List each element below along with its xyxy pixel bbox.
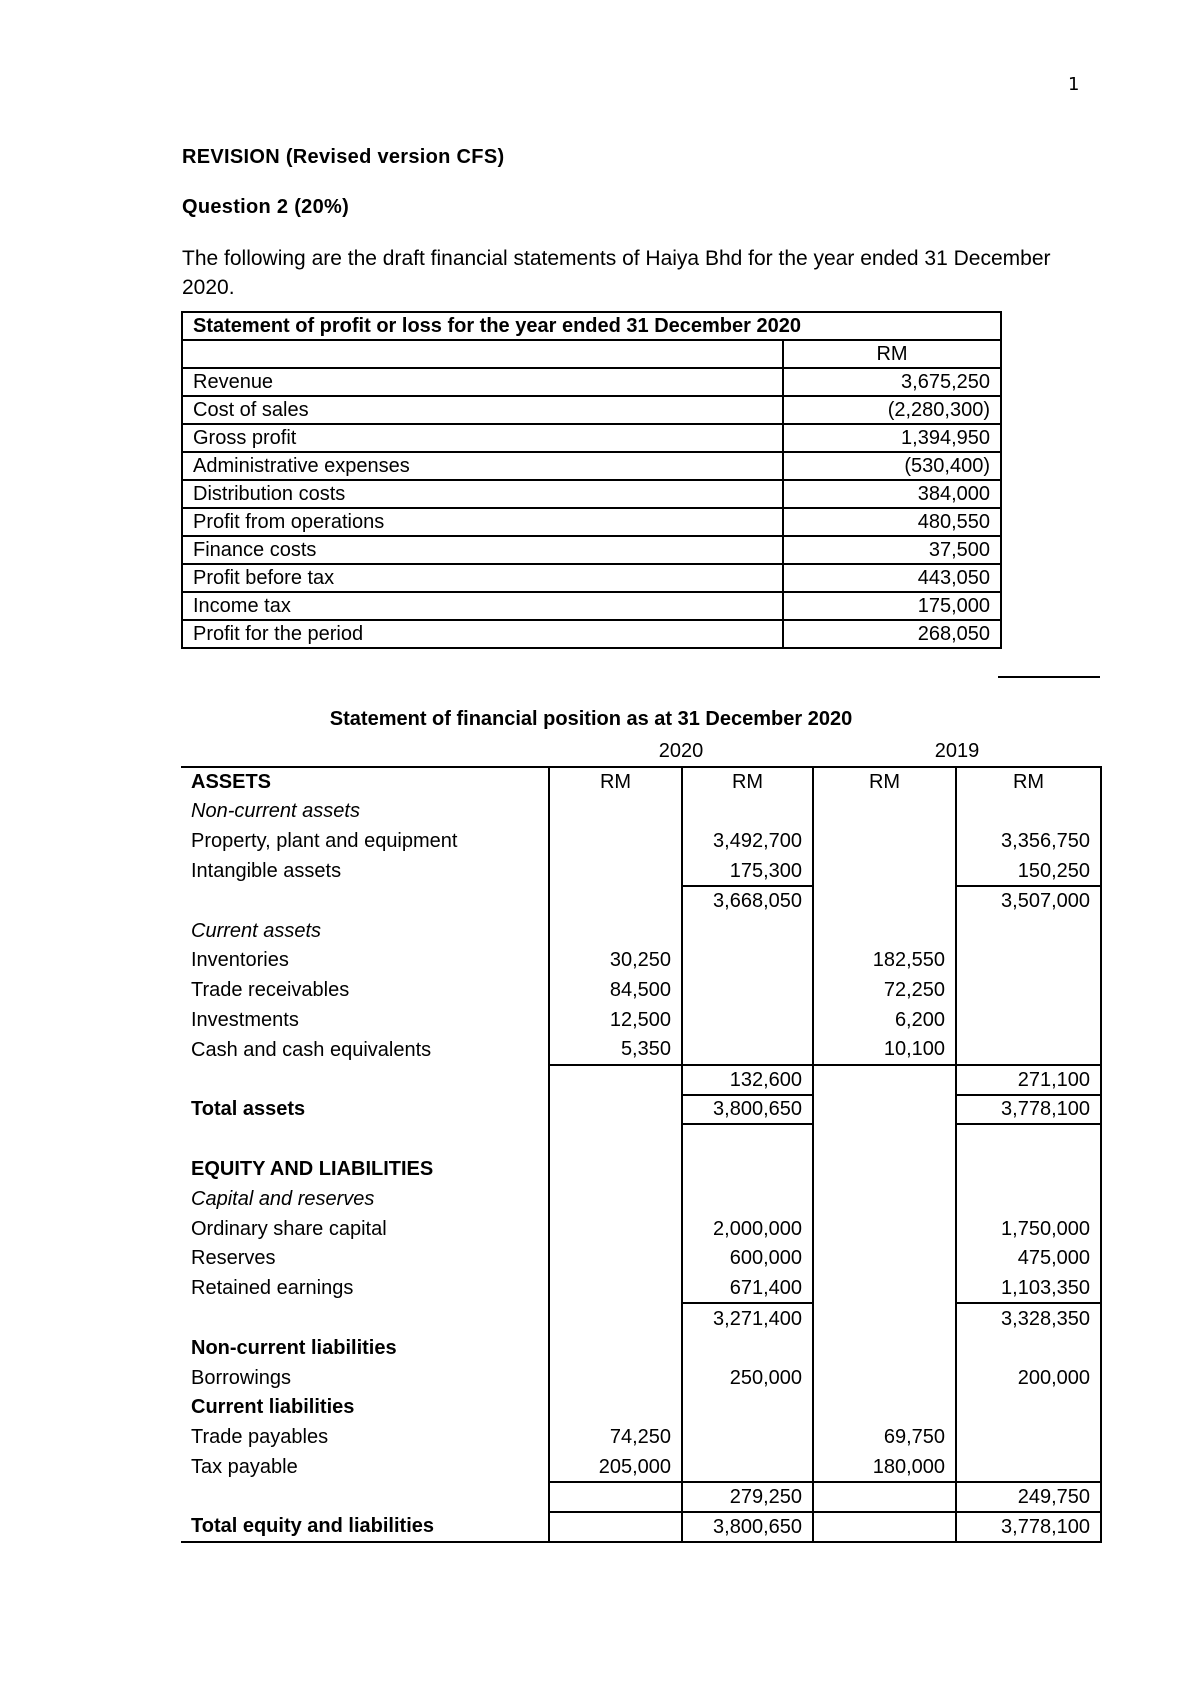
row-value: 37,500 xyxy=(783,536,1001,564)
row-label: Total equity and liabilities xyxy=(181,1512,549,1542)
row-value xyxy=(549,1065,682,1095)
table-row xyxy=(181,916,1101,946)
row-value: 250,000 xyxy=(682,1363,813,1393)
row-value: 384,000 xyxy=(783,480,1001,508)
row-value: 3,800,650 xyxy=(682,1512,813,1542)
row-label: Non-current liabilities xyxy=(191,1336,397,1359)
row-value xyxy=(549,1154,682,1184)
table-row xyxy=(182,480,1001,508)
table-row xyxy=(182,592,1001,620)
table-row xyxy=(181,1154,1101,1184)
row-label: Reserves xyxy=(191,1247,276,1270)
table-cell xyxy=(181,737,549,767)
row-label: Profit from operations xyxy=(182,508,783,536)
currency-header: RM xyxy=(682,767,813,797)
row-value xyxy=(813,1124,956,1154)
table-row xyxy=(181,1333,1101,1363)
row-value xyxy=(813,1273,956,1303)
table-row xyxy=(181,1303,1101,1333)
table-row xyxy=(182,564,1001,592)
row-value xyxy=(549,1095,682,1125)
profit-loss-table xyxy=(181,311,1002,649)
row-label: Retained earnings xyxy=(191,1277,354,1300)
question-heading: Question 2 (20%) xyxy=(182,196,350,218)
row-label: Distribution costs xyxy=(182,480,783,508)
row-value: 3,356,750 xyxy=(956,826,1101,856)
row-value: 6,200 xyxy=(813,1005,956,1035)
row-value: 1,750,000 xyxy=(956,1214,1101,1244)
currency-header: RM xyxy=(783,340,1001,368)
table-row xyxy=(181,1452,1101,1482)
row-value xyxy=(682,1035,813,1065)
row-value: 3,778,100 xyxy=(956,1095,1101,1125)
row-value xyxy=(956,1005,1101,1035)
row-label xyxy=(181,1303,549,1333)
row-label: Income tax xyxy=(182,592,783,620)
row-value: 3,668,050 xyxy=(682,886,813,916)
table-row xyxy=(181,1244,1101,1274)
row-value xyxy=(956,946,1101,976)
intro-paragraph: The following are the draft financial statements of Haiya Bhd for the year ended 31 December 2020. xyxy=(182,247,1051,299)
table-row xyxy=(181,1065,1101,1095)
row-value xyxy=(682,946,813,976)
section-heading: ASSETS xyxy=(181,767,549,797)
table-row xyxy=(181,1393,1101,1423)
row-value: 249,750 xyxy=(956,1482,1101,1512)
row-value xyxy=(813,1244,956,1274)
row-value: 480,550 xyxy=(783,508,1001,536)
row-value xyxy=(682,797,813,827)
row-value xyxy=(813,1393,956,1423)
row-value xyxy=(813,1512,956,1542)
row-label xyxy=(181,886,549,916)
row-label xyxy=(181,1065,549,1095)
row-value xyxy=(813,1095,956,1125)
table-row xyxy=(181,886,1101,916)
row-value xyxy=(682,1393,813,1423)
row-value: 5,350 xyxy=(549,1035,682,1065)
row-label: Finance costs xyxy=(182,536,783,564)
row-value: 1,103,350 xyxy=(956,1273,1101,1303)
row-value: 268,050 xyxy=(783,620,1001,648)
row-value: 69,750 xyxy=(813,1422,956,1452)
table-row xyxy=(181,1005,1101,1035)
row-value xyxy=(813,1482,956,1512)
row-value xyxy=(549,1273,682,1303)
currency-header: RM xyxy=(549,767,682,797)
row-value xyxy=(813,1154,956,1184)
row-value xyxy=(682,1333,813,1363)
row-label: Current liabilities xyxy=(191,1396,355,1419)
row-value xyxy=(682,1422,813,1452)
table-row xyxy=(182,312,1001,340)
row-label: Property, plant and equipment xyxy=(191,830,458,853)
row-value xyxy=(549,1512,682,1542)
row-value xyxy=(956,1422,1101,1452)
row-label: Cash and cash equivalents xyxy=(191,1038,432,1061)
table-row xyxy=(181,946,1101,976)
year-current-header: 2020 xyxy=(549,737,813,767)
table-row xyxy=(181,1095,1101,1125)
row-value xyxy=(956,1333,1101,1363)
row-value xyxy=(682,975,813,1005)
row-value xyxy=(549,1393,682,1423)
table-row xyxy=(181,767,1101,797)
table-row xyxy=(182,424,1001,452)
row-value xyxy=(682,916,813,946)
row-value xyxy=(549,826,682,856)
table-row xyxy=(181,1363,1101,1393)
document-title: REVISION (Revised version CFS) xyxy=(182,146,505,168)
row-label: Current assets xyxy=(191,919,322,942)
row-value xyxy=(549,1482,682,1512)
row-value: 3,507,000 xyxy=(956,886,1101,916)
table-row xyxy=(181,1124,1101,1154)
table-row xyxy=(181,1184,1101,1214)
row-value: 3,778,100 xyxy=(956,1512,1101,1542)
financial-position-heading: Statement of financial position as at 31 December 2020 xyxy=(329,708,853,730)
row-label: Total assets xyxy=(191,1098,306,1121)
row-value: 271,100 xyxy=(956,1065,1101,1095)
row-label: EQUITY AND LIABILITIES xyxy=(191,1158,434,1181)
row-value: (530,400) xyxy=(783,452,1001,480)
table-row xyxy=(182,396,1001,424)
row-value xyxy=(682,1124,813,1154)
row-value: 84,500 xyxy=(549,975,682,1005)
row-value xyxy=(956,1393,1101,1423)
row-value xyxy=(549,1214,682,1244)
row-value xyxy=(813,797,956,827)
table-row xyxy=(181,1273,1101,1303)
row-label: Profit for the period xyxy=(182,620,783,648)
row-label: Inventories xyxy=(191,949,289,972)
row-value: 3,800,650 xyxy=(682,1095,813,1125)
table-row xyxy=(182,536,1001,564)
row-label: Tax payable xyxy=(191,1456,298,1479)
row-value: 10,100 xyxy=(813,1035,956,1065)
row-value: 600,000 xyxy=(682,1244,813,1274)
row-value xyxy=(956,1124,1101,1154)
row-value xyxy=(549,1184,682,1214)
row-value xyxy=(813,826,956,856)
row-label: Cost of sales xyxy=(182,396,783,424)
table-row xyxy=(181,856,1101,886)
table-row xyxy=(181,1214,1101,1244)
row-value xyxy=(956,1035,1101,1065)
row-value xyxy=(549,886,682,916)
profit-loss-heading: Statement of profit or loss for the year ended 31 December 2020 xyxy=(182,312,1001,340)
table-row xyxy=(181,737,1101,767)
row-value: 3,675,250 xyxy=(783,368,1001,396)
row-value xyxy=(956,1452,1101,1482)
row-value xyxy=(549,797,682,827)
table-row xyxy=(181,1035,1101,1065)
row-value: 175,300 xyxy=(682,856,813,886)
row-value xyxy=(549,1124,682,1154)
row-value xyxy=(813,856,956,886)
table-cell xyxy=(182,340,783,368)
row-value xyxy=(813,1333,956,1363)
row-value xyxy=(549,1333,682,1363)
row-label: Non-current assets xyxy=(191,800,360,823)
table-row xyxy=(182,452,1001,480)
year-prior-header: 2019 xyxy=(813,737,1101,767)
row-label: Profit before tax xyxy=(182,564,783,592)
row-label: Trade receivables xyxy=(191,979,350,1002)
currency-header: RM xyxy=(813,767,956,797)
row-value: 3,271,400 xyxy=(682,1303,813,1333)
table-row xyxy=(181,1422,1101,1452)
table-row xyxy=(181,797,1101,827)
currency-header: RM xyxy=(956,767,1101,797)
row-value xyxy=(813,1363,956,1393)
row-value: 475,000 xyxy=(956,1244,1101,1274)
row-value xyxy=(813,916,956,946)
row-value xyxy=(813,1065,956,1095)
row-value: 671,400 xyxy=(682,1273,813,1303)
table-row xyxy=(182,620,1001,648)
table-row xyxy=(182,508,1001,536)
row-value: (2,280,300) xyxy=(783,396,1001,424)
row-value: 30,250 xyxy=(549,946,682,976)
row-value xyxy=(682,1154,813,1184)
row-value xyxy=(813,1184,956,1214)
row-value xyxy=(956,916,1101,946)
row-value: 3,328,350 xyxy=(956,1303,1101,1333)
row-value xyxy=(956,797,1101,827)
row-value xyxy=(956,1154,1101,1184)
row-value xyxy=(956,1184,1101,1214)
row-value xyxy=(549,1244,682,1274)
row-label: Borrowings xyxy=(191,1366,292,1389)
row-value: 1,394,950 xyxy=(783,424,1001,452)
row-label: Gross profit xyxy=(182,424,783,452)
row-label: Administrative expenses xyxy=(182,452,783,480)
row-label: Ordinary share capital xyxy=(191,1217,387,1240)
row-value: 74,250 xyxy=(549,1422,682,1452)
row-label: Intangible assets xyxy=(191,860,342,883)
row-value: 12,500 xyxy=(549,1005,682,1035)
row-label: Investments xyxy=(191,1009,299,1032)
table-row xyxy=(181,1482,1101,1512)
row-value: 279,250 xyxy=(682,1482,813,1512)
row-label: Trade payables xyxy=(191,1426,329,1449)
row-value: 200,000 xyxy=(956,1363,1101,1393)
row-value: 72,250 xyxy=(813,975,956,1005)
table-row xyxy=(182,340,1001,368)
row-value xyxy=(956,975,1101,1005)
row-label xyxy=(181,1124,549,1154)
divider xyxy=(998,676,1100,678)
row-value: 180,000 xyxy=(813,1452,956,1482)
row-value xyxy=(813,1303,956,1333)
financial-position-table xyxy=(181,737,1102,1543)
row-value xyxy=(813,1214,956,1244)
row-value: 2,000,000 xyxy=(682,1214,813,1244)
row-value: 3,492,700 xyxy=(682,826,813,856)
row-value: 205,000 xyxy=(549,1452,682,1482)
row-value: 175,000 xyxy=(783,592,1001,620)
row-value xyxy=(682,1184,813,1214)
row-value: 443,050 xyxy=(783,564,1001,592)
row-value xyxy=(682,1452,813,1482)
table-row xyxy=(181,975,1101,1005)
row-value xyxy=(549,916,682,946)
table-row xyxy=(182,368,1001,396)
row-value: 150,250 xyxy=(956,856,1101,886)
row-label xyxy=(181,1482,549,1512)
page-number: 1 xyxy=(1068,74,1080,95)
row-value: 132,600 xyxy=(682,1065,813,1095)
row-value: 182,550 xyxy=(813,946,956,976)
row-value xyxy=(682,1005,813,1035)
row-value xyxy=(549,856,682,886)
table-row xyxy=(181,826,1101,856)
row-value xyxy=(549,1363,682,1393)
row-label: Revenue xyxy=(182,368,783,396)
row-value xyxy=(549,1303,682,1333)
table-row xyxy=(181,1512,1101,1542)
row-label: Capital and reserves xyxy=(191,1187,375,1210)
row-value xyxy=(813,886,956,916)
